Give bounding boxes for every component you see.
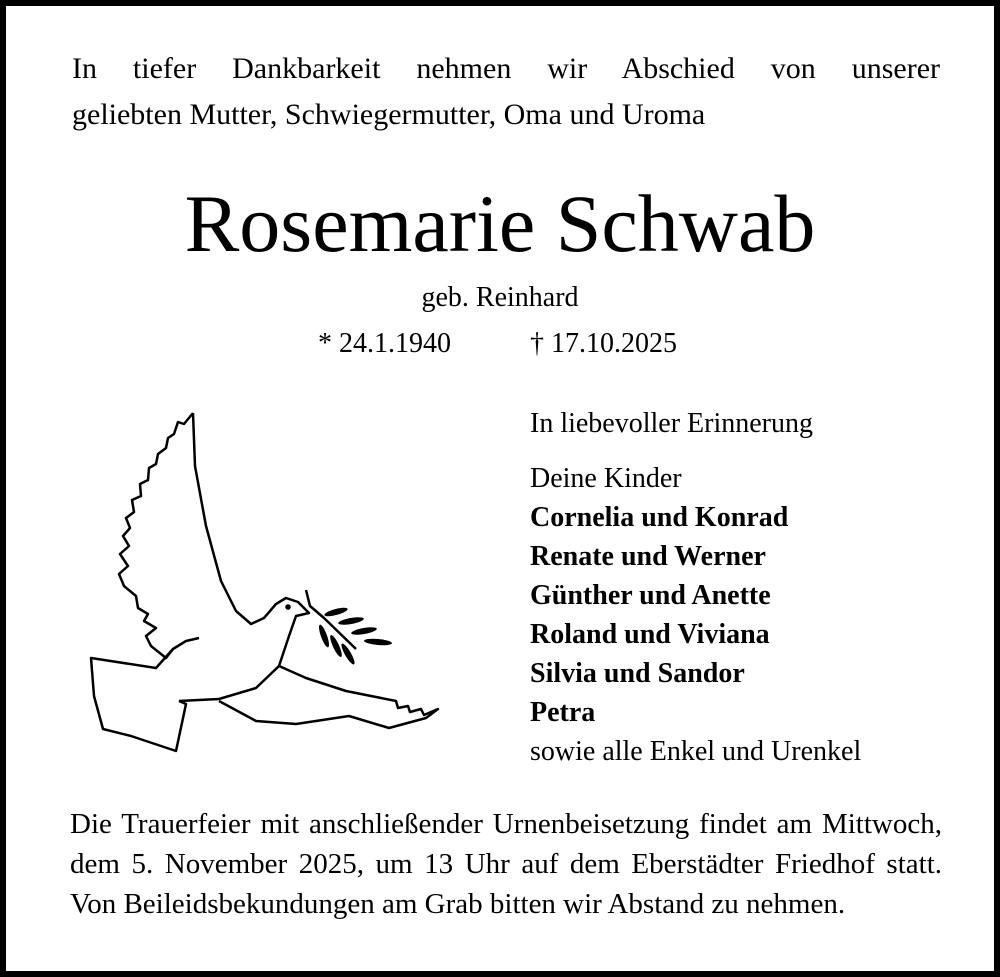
family-name: Roland und Viviana <box>530 619 770 650</box>
birth-date: * 24.1.1940 <box>318 328 451 359</box>
family-name: Günther und Anette <box>530 580 771 611</box>
intro-line: In tiefer Dankbarkeit nehmen wir Abschied von unserer <box>72 52 940 85</box>
maiden-name: geb. Reinhard <box>421 282 579 313</box>
family-name: Petra <box>530 697 596 728</box>
family-name: Silvia und Sandor <box>530 658 745 689</box>
intro-line: geliebten Mutter, Schwiegermutter, Oma und Uroma <box>72 98 706 131</box>
family-name: Cornelia und Konrad <box>530 502 789 533</box>
ceremony-text: Die Trauerfeier mit anschließender Urnenbeisetzung findet am Mittwoch, dem 5. November 2025, um 13 Uhr auf dem Eberstädter Friedhof statt. Von Beileidsbekundungen am Grab bitten wir Abstand zu nehmen. <box>70 808 942 920</box>
family-name: Renate und Werner <box>530 541 766 572</box>
memory-line: In liebevoller Erinnerung <box>530 408 814 439</box>
deceased-name: Rosemarie Schwab <box>184 178 816 269</box>
dove-icon <box>66 401 466 781</box>
intro-text <box>72 46 940 138</box>
family-list <box>530 404 861 771</box>
death-date: † 17.10.2025 <box>530 328 677 359</box>
grandchildren-line: sowie alle Enkel und Urenkel <box>530 736 862 767</box>
children-label: Deine Kinder <box>530 463 682 494</box>
